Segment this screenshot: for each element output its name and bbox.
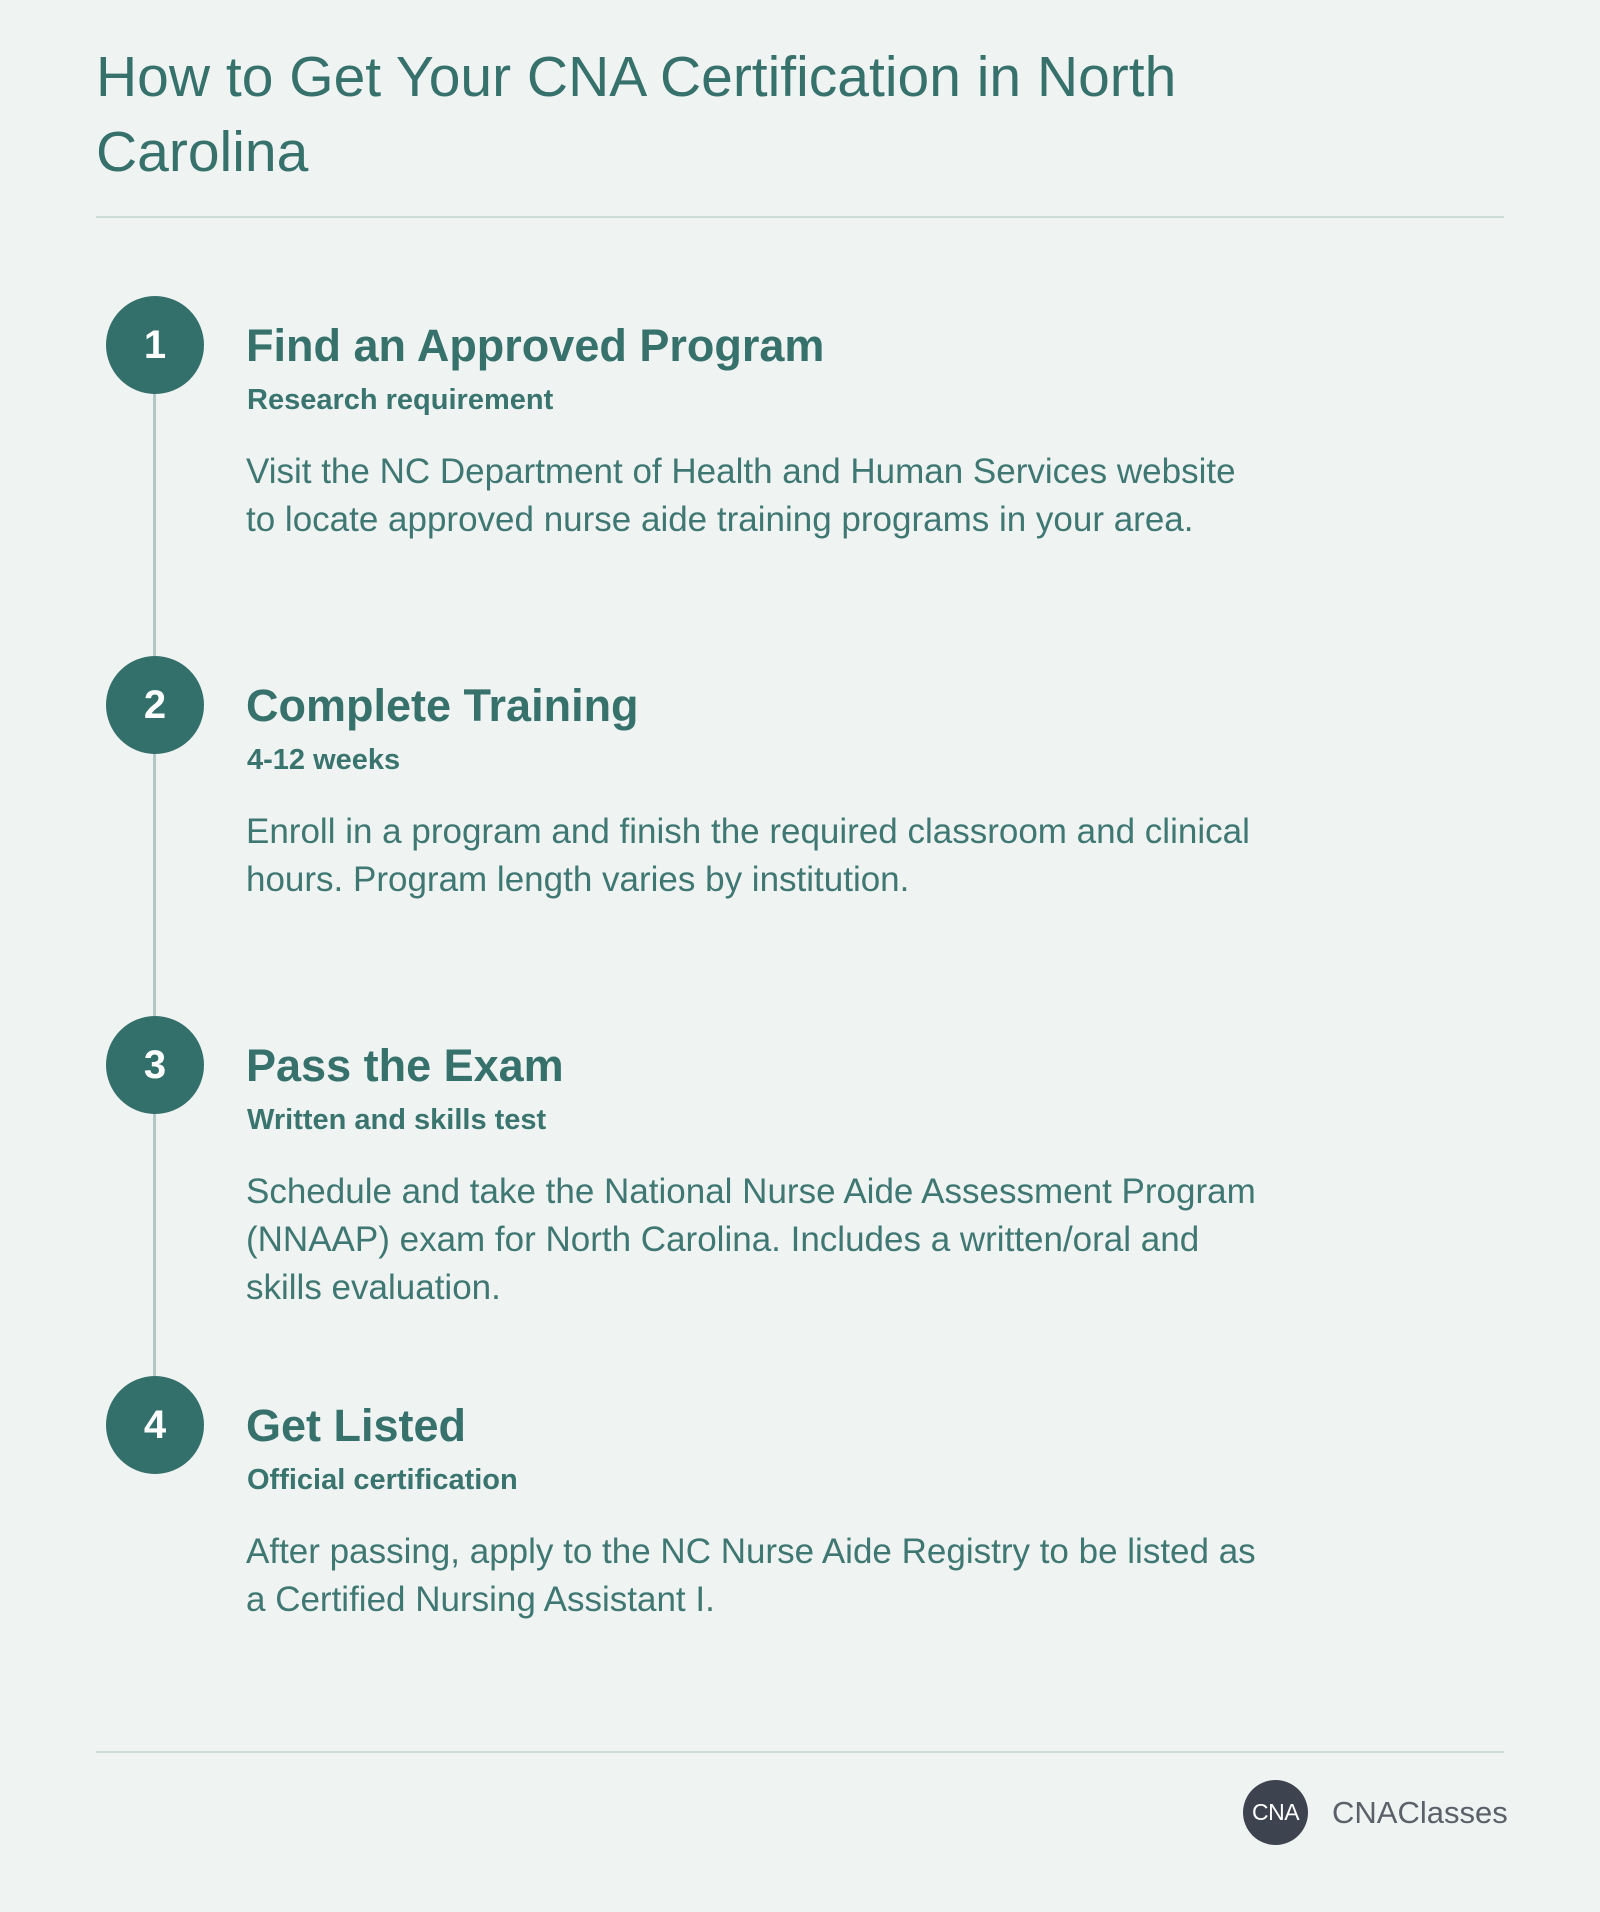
timeline-line <box>153 345 156 1445</box>
step-number-badge: 3 <box>106 1016 204 1114</box>
step-heading: Complete Training <box>246 680 639 731</box>
step-subheading: Official certification <box>247 1464 518 1496</box>
step-description: Visit the NC Department of Health and Human Services website to locate approved nurse aide training programs in your area. <box>246 452 1236 539</box>
step-description: Schedule and take the National Nurse Aide Assessment Program (NNAAP) exam for North Carolina. Includes a written/oral and skills evaluation. <box>246 1172 1256 1307</box>
page-title: How to Get Your CNA Certification in North Carolina <box>96 45 1177 184</box>
brand-logo: CNA <box>1243 1780 1308 1845</box>
step-heading: Get Listed <box>246 1400 467 1451</box>
step-heading: Pass the Exam <box>246 1040 564 1091</box>
step-number-badge: 4 <box>106 1376 204 1474</box>
header-divider <box>96 216 1504 218</box>
brand-name: CNAClasses <box>1332 1794 1508 1830</box>
step-number-badge: 2 <box>106 656 204 754</box>
footer-brand[interactable] <box>1243 1780 1508 1845</box>
step-heading: Find an Approved Program <box>246 320 825 371</box>
step-description: Enroll in a program and finish the required classroom and clinical hours. Program length varies by institution. <box>246 812 1250 899</box>
step-subheading: 4-12 weeks <box>247 744 401 776</box>
footer-divider <box>96 1751 1504 1753</box>
step-subheading: Written and skills test <box>247 1104 547 1136</box>
step-subheading: Research requirement <box>247 384 554 416</box>
step-number-badge: 1 <box>106 296 204 394</box>
step-description: After passing, apply to the NC Nurse Aide Registry to be listed as a Certified Nursing Assistant I. <box>246 1532 1256 1619</box>
